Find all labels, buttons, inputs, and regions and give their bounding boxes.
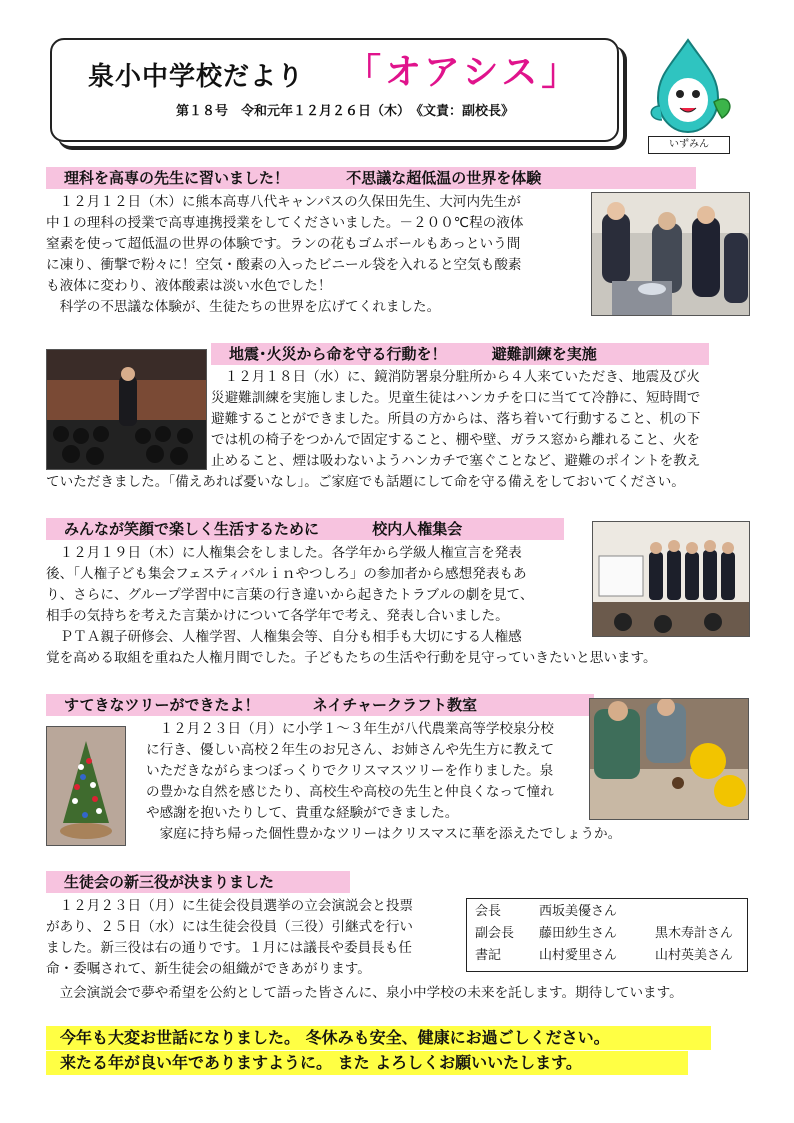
- body-line: の豊かな自然を感じたり、高校生や高校の先生と仲良くなって憧れ: [146, 784, 554, 800]
- human-rights-assembly-photo: [592, 521, 750, 637]
- section-heading-student-council: [46, 871, 350, 893]
- body-line: 家庭に持ち帰った個性豊かなツリーはクリスマスに華を添えたでしょうか。: [146, 826, 622, 842]
- closing-line-2: 来たる年が良い年でありますように。 また よろしくお願いいたします。: [46, 1051, 688, 1075]
- body-line: や感謝を抱いたりして、貴重な経験ができました。: [146, 805, 459, 821]
- mascot-icon: [640, 36, 736, 136]
- section-body-human-rights: [46, 543, 657, 669]
- heading-sub: 避難訓練を実施: [491, 345, 597, 363]
- body-line: 窒素を使って超低温の世界の体験です。ランの花もゴムボールもあっという間: [46, 236, 521, 252]
- closing-line-1: 今年も大変お世話になりました。 冬休みも安全、健康にお過ごしください。: [46, 1026, 711, 1050]
- body-line: １２月１８日（水）に、鏡消防署泉分駐所から４人来ていただき、地震及び火: [211, 369, 700, 385]
- body-line: １２月２３日（月）に小学１～３年生が八代農業高等学校泉分校: [146, 721, 554, 737]
- officer-role: 書記: [475, 948, 502, 963]
- section-body-student-council: [46, 896, 413, 980]
- section-heading-evacuation: [211, 343, 709, 365]
- body-line: 避難することができました。所員の方からは、落ち着いて行動すること、机の下: [211, 411, 701, 427]
- officer-role: 副会長: [475, 926, 515, 941]
- officer-table: [466, 898, 748, 972]
- heading-main: 生徒会の新三役が決まりました: [64, 873, 275, 891]
- heading-sub: ネイチャークラフト教室: [312, 696, 477, 714]
- body-line: 立会演説会で夢や希望を公約として語った皆さんに、泉小中学校の未来を託します。期待しています。: [46, 985, 683, 1001]
- nature-craft-photo: [589, 698, 749, 820]
- heading-main: 理科を高専の先生に習いました！: [64, 169, 290, 187]
- officer-name: 藤田紗生さん: [539, 926, 618, 941]
- officer-name: 黒木寿計さん: [655, 926, 734, 941]
- heading-sub: 校内人権集会: [372, 520, 463, 538]
- body-line: り、さらに、グループ学習中に言葉の行き違いから起きたトラブルの劇を見て、: [46, 587, 534, 603]
- science-class-photo: [591, 192, 750, 316]
- body-line: １２月１２日（木）に熊本高専八代キャンパスの久保田先生、大河内先生が: [46, 194, 521, 210]
- section-heading-science: [46, 167, 696, 189]
- heading-main: すてきなツリーができたよ！: [64, 696, 260, 714]
- evacuation-drill-photo: [46, 349, 207, 470]
- body-line: 災避難訓練を実施しました。児童生徒はハンカチを口に当てて冷静に、短時間で: [211, 390, 701, 406]
- officer-row-vice-president: [475, 924, 733, 944]
- body-line: １２月２３日（月）に生徒会役員選挙の立会演説会と投票: [46, 898, 414, 914]
- body-line: に凍り、衝撃で粉々に！空気・酸素の入ったビニール袋を入れると空気も酸素: [46, 257, 522, 273]
- officer-name: 西坂美優さん: [539, 904, 618, 919]
- officer-name: 山村愛里さん: [539, 948, 618, 963]
- body-line: 後、「人権子ども集会フェスティバルｉｎやつしろ」の参加者から感想発表もあ: [46, 566, 527, 582]
- section-body-evacuation: [211, 367, 700, 472]
- heading-main: みんなが笑顔で楽しく生活するために: [64, 520, 320, 538]
- body-line: も液体に変わり、液体酸素は淡い水色でした！: [46, 278, 332, 294]
- body-line: ＰＴＡ親子研修会、人権学習、人権集会等、自分も相手も大切にする人権感: [46, 629, 522, 645]
- body-line: があり、２５日（水）には生徒会役員（三役）引継式を行い: [46, 919, 414, 935]
- officer-name: 山村英美さん: [655, 948, 734, 963]
- christmas-tree-photo: [46, 726, 126, 846]
- body-line: では机の椅子をつかんで固定すること、棚や壁、ガラス窓から離れること、火を: [211, 432, 700, 448]
- issue-line: 第１８号 令和元年１２月２６日（木） 《文責：副校長》: [176, 104, 515, 119]
- officer-role: 会長: [475, 904, 502, 919]
- body-line: 相手の気持ちを考えた言葉かけについて各学年で考え、発表し合いました。: [46, 608, 509, 624]
- officer-row-president: [475, 902, 655, 922]
- body-line: 科学の不思議な体験が、生徒たちの世界を広げてくれました。: [46, 299, 441, 315]
- body-line: １２月１９日（木）に人権集会をしました。各学年から学級人権宣言を発表: [46, 545, 522, 561]
- body-line: に行き、優しい高校２年生のお兄さん、お姉さんや先生方に教えて: [146, 742, 555, 758]
- section-body-science: [46, 192, 523, 318]
- body-line: ました。新三役は右の通りです。１月には議長や委員長も任: [46, 940, 412, 956]
- body-line: ていただきました。「備えあれば憂いなし」。ご家庭でも話題にして命を守る備えをしておいてください。: [46, 474, 685, 490]
- body-line: いただきながらまつぼっくりでクリスマスツリーを作りました。泉: [146, 763, 554, 779]
- section-heading-human-rights: [46, 518, 564, 540]
- section-body-nature-craft: [146, 719, 621, 845]
- body-line: 命・委嘱されて、新生徒会の組織ができあがります。: [46, 961, 371, 977]
- school-title: 泉小中学校だより: [88, 62, 305, 92]
- newsletter-name: 「オアシス」: [345, 51, 582, 93]
- body-line: 中１の理科の授業で高専連携授業をしてくださいました。－２００℃程の液体: [46, 215, 524, 231]
- body-line: 止めること、煙は吸わないようハンカチで塞ぐことなど、避難のポイントを教え: [211, 453, 701, 469]
- heading-main: 地震･火災から命を守る行動を！: [229, 345, 447, 363]
- body-line: 覚を高める取組を重ねた人権月間でした。子どもたちの生活や行動を見守っていきたいと思います。: [46, 650, 657, 666]
- heading-sub: 不思議な超低温の世界を体験: [346, 169, 542, 187]
- officer-row-secretary: [475, 946, 733, 966]
- section-heading-nature-craft: [46, 694, 594, 716]
- mascot-label: いずみん: [648, 136, 730, 154]
